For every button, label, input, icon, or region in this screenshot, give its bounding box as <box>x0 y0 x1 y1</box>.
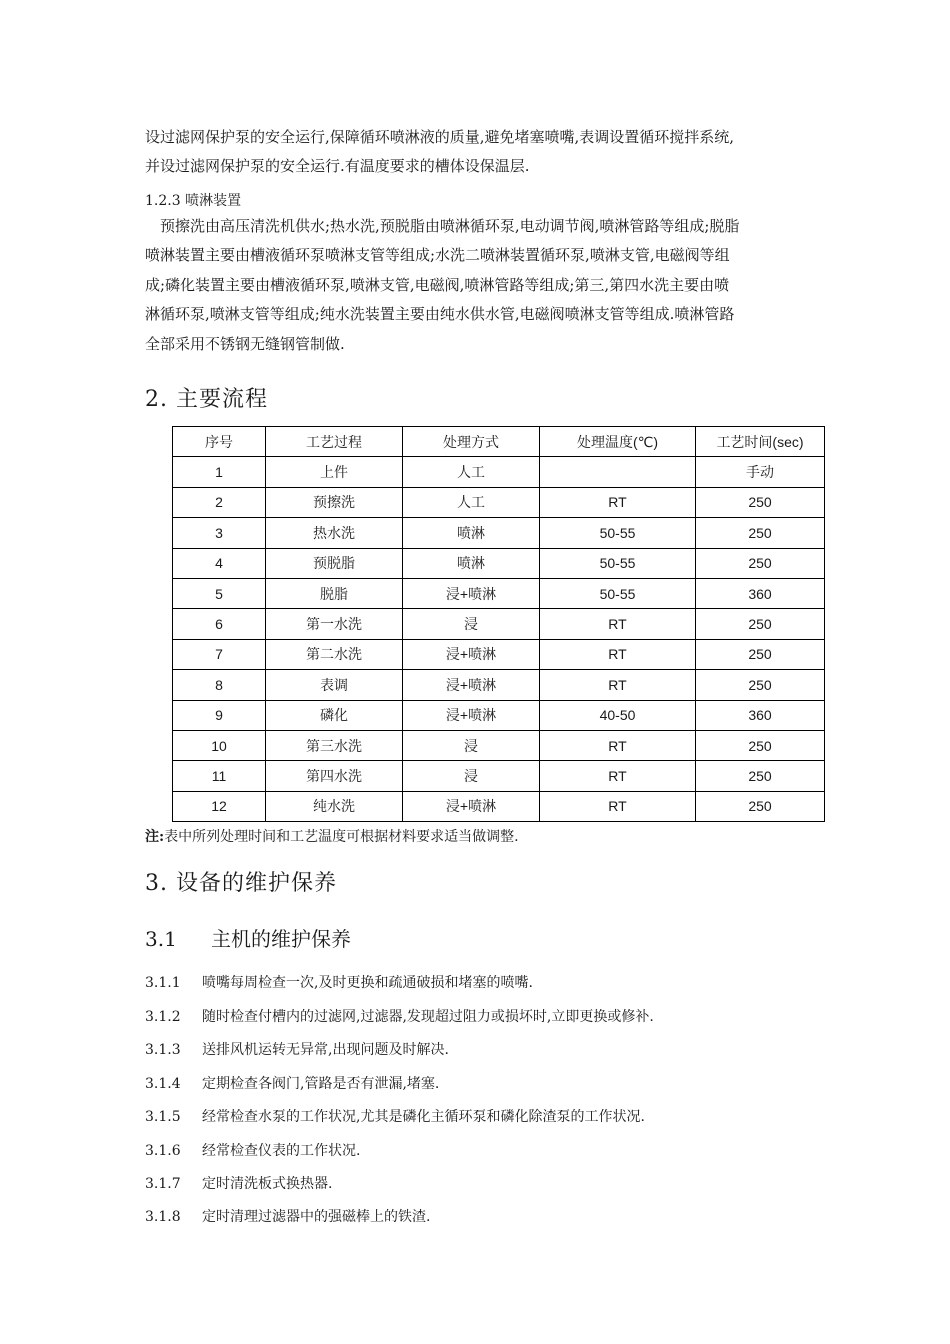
table-row <box>173 670 825 700</box>
table-cell: 5 <box>173 578 266 608</box>
table-cell: 10 <box>173 730 266 760</box>
table-cell: 11 <box>173 761 266 791</box>
table-cell: 360 <box>696 578 825 608</box>
table-row <box>173 487 825 517</box>
table-row <box>173 791 825 821</box>
table-cell: 40-50 <box>540 700 696 730</box>
list-item-text: 定期检查各阀门,管路是否有泄漏,堵塞. <box>202 1076 440 1092</box>
table-row <box>173 609 825 639</box>
table-cell: 预擦洗 <box>266 487 403 517</box>
section-3-heading: 3. 设备的维护保养 <box>145 871 337 896</box>
list-item-number: 3.1.1 <box>145 975 181 991</box>
table-cell: RT <box>540 791 696 821</box>
list-item <box>145 1006 654 1026</box>
table-cell: RT <box>540 670 696 700</box>
table-cell: 360 <box>696 700 825 730</box>
table-cell: 2 <box>173 487 266 517</box>
intro-paragraph <box>145 123 835 182</box>
section-3-1-number: 3.1 <box>145 927 177 951</box>
list-item-text: 随时检查付槽内的过滤网,过滤器,发现超过阻力或损坏时,立即更换或修补. <box>202 1009 654 1025</box>
table-cell: 浸 <box>403 609 540 639</box>
table-cell: 4 <box>173 548 266 578</box>
table-row <box>173 730 825 760</box>
table-cell: RT <box>540 639 696 669</box>
list-item-number: 3.1.2 <box>145 1009 181 1025</box>
table-cell: 纯水洗 <box>266 791 403 821</box>
table-cell: 预脱脂 <box>266 548 403 578</box>
table-cell: RT <box>540 609 696 639</box>
section-3-1-title: 主机的维护保养 <box>211 927 351 951</box>
column-header: 工艺过程 <box>266 427 403 457</box>
table-cell: 第四水洗 <box>266 761 403 791</box>
table-cell: 热水洗 <box>266 518 403 548</box>
table-cell: 人工 <box>403 487 540 517</box>
table-cell: 表调 <box>266 670 403 700</box>
table-cell <box>540 457 696 487</box>
table-cell: 250 <box>696 487 825 517</box>
section-2-heading: 2. 主要流程 <box>145 387 268 412</box>
table-cell: 12 <box>173 791 266 821</box>
paragraph-line: 成;磷化装置主要由槽液循环泵,喷淋支管,电磁阀,喷淋管路等组成;第三,第四水洗主要由喷 <box>145 275 730 294</box>
table-cell: 1 <box>173 457 266 487</box>
table-cell: 浸+喷淋 <box>403 578 540 608</box>
spray-device-paragraph <box>145 212 835 359</box>
list-item <box>145 1039 449 1059</box>
paragraph-line: 预擦洗由高压清洗机供水;热水洗,预脱脂由喷淋循环泵,电动调节阀,喷淋管路等组成;脱脂 <box>145 217 740 235</box>
table-row <box>173 761 825 791</box>
list-item-number: 3.1.7 <box>145 1176 181 1192</box>
table-cell: 250 <box>696 548 825 578</box>
column-header: 序号 <box>173 427 266 457</box>
process-table-body <box>173 457 825 822</box>
table-row <box>173 578 825 608</box>
table-cell: 喷淋 <box>403 548 540 578</box>
intro-line: 设过滤网保护泵的安全运行,保障循环喷淋液的质量,避免堵塞喷嘴,表调设置循环搅拌系统, <box>145 128 735 146</box>
list-item-text: 定时清理过滤器中的强磁棒上的铁渣. <box>202 1209 431 1225</box>
list-item-number: 3.1.5 <box>145 1109 181 1125</box>
table-row <box>173 700 825 730</box>
table-cell: 手动 <box>696 457 825 487</box>
table-cell: 9 <box>173 700 266 730</box>
table-cell: 7 <box>173 639 266 669</box>
table-cell: 50-55 <box>540 578 696 608</box>
column-header: 处理方式 <box>403 427 540 457</box>
table-cell: 3 <box>173 518 266 548</box>
table-cell: 浸+喷淋 <box>403 791 540 821</box>
list-item-number: 3.1.8 <box>145 1209 181 1225</box>
table-cell: 第三水洗 <box>266 730 403 760</box>
table-note <box>145 826 519 846</box>
column-header: 工艺时间(sec) <box>696 427 825 457</box>
list-item-number: 3.1.4 <box>145 1076 181 1092</box>
intro-line: 并设过滤网保护泵的安全运行.有温度要求的槽体设保温层. <box>145 157 530 176</box>
table-row <box>173 518 825 548</box>
table-cell: 上件 <box>266 457 403 487</box>
table-cell: 第二水洗 <box>266 639 403 669</box>
table-cell: 250 <box>696 761 825 791</box>
column-header: 处理温度(℃) <box>540 427 696 457</box>
table-cell: 浸 <box>403 761 540 791</box>
table-cell: RT <box>540 761 696 791</box>
table-cell: 250 <box>696 639 825 669</box>
list-item <box>145 1173 332 1193</box>
note-text: 表中所列处理时间和工艺温度可根据材料要求适当做调整. <box>164 829 519 845</box>
table-cell: 浸 <box>403 730 540 760</box>
paragraph-line: 全部采用不锈钢无缝钢管制做. <box>145 334 345 353</box>
table-cell: 第一水洗 <box>266 609 403 639</box>
paragraph-line: 淋循环泵,喷淋支管等组成;纯水洗装置主要由纯水供水管,电磁阀喷淋支管等组成.喷淋管路 <box>145 305 735 324</box>
list-item-text: 送排风机运转无异常,出现问题及时解决. <box>202 1042 449 1058</box>
table-row <box>173 548 825 578</box>
paragraph-line: 喷淋装置主要由槽液循环泵喷淋支管等组成;水洗二喷淋装置循环泵,喷淋支管,电磁阀等组 <box>145 246 730 265</box>
table-header-row <box>173 427 825 457</box>
table-cell: 250 <box>696 518 825 548</box>
table-cell: 50-55 <box>540 548 696 578</box>
table-cell: RT <box>540 487 696 517</box>
list-item-number: 3.1.3 <box>145 1042 181 1058</box>
table-cell: 人工 <box>403 457 540 487</box>
table-cell: 250 <box>696 730 825 760</box>
table-cell: 浸+喷淋 <box>403 700 540 730</box>
list-item <box>145 1106 645 1126</box>
section-1-2-3-heading: 1.2.3 喷淋装置 <box>145 193 242 209</box>
table-row <box>173 457 825 487</box>
table-cell: 250 <box>696 670 825 700</box>
table-cell: 6 <box>173 609 266 639</box>
table-cell: 喷淋 <box>403 518 540 548</box>
list-item-text: 喷嘴每周检查一次,及时更换和疏通破损和堵塞的喷嘴. <box>202 975 533 991</box>
note-label: 注: <box>145 829 165 845</box>
table-cell: 50-55 <box>540 518 696 548</box>
section-3-1-heading <box>145 923 351 952</box>
table-cell: 浸+喷淋 <box>403 639 540 669</box>
list-item <box>145 1073 439 1093</box>
table-cell: 浸+喷淋 <box>403 670 540 700</box>
list-item-number: 3.1.6 <box>145 1143 181 1159</box>
list-item <box>145 972 533 992</box>
process-table <box>172 426 825 822</box>
table-cell: 脱脂 <box>266 578 403 608</box>
table-cell: 250 <box>696 791 825 821</box>
table-cell: 8 <box>173 670 266 700</box>
list-item <box>145 1140 360 1160</box>
list-item <box>145 1206 430 1226</box>
list-item-text: 经常检查仪表的工作状况. <box>202 1143 361 1159</box>
table-row <box>173 639 825 669</box>
list-item-text: 经常检查水泵的工作状况,尤其是磷化主循环泵和磷化除渣泵的工作状况. <box>202 1109 645 1125</box>
table-cell: RT <box>540 730 696 760</box>
table-cell: 250 <box>696 609 825 639</box>
table-cell: 磷化 <box>266 700 403 730</box>
list-item-text: 定时清洗板式换热器. <box>202 1176 333 1192</box>
